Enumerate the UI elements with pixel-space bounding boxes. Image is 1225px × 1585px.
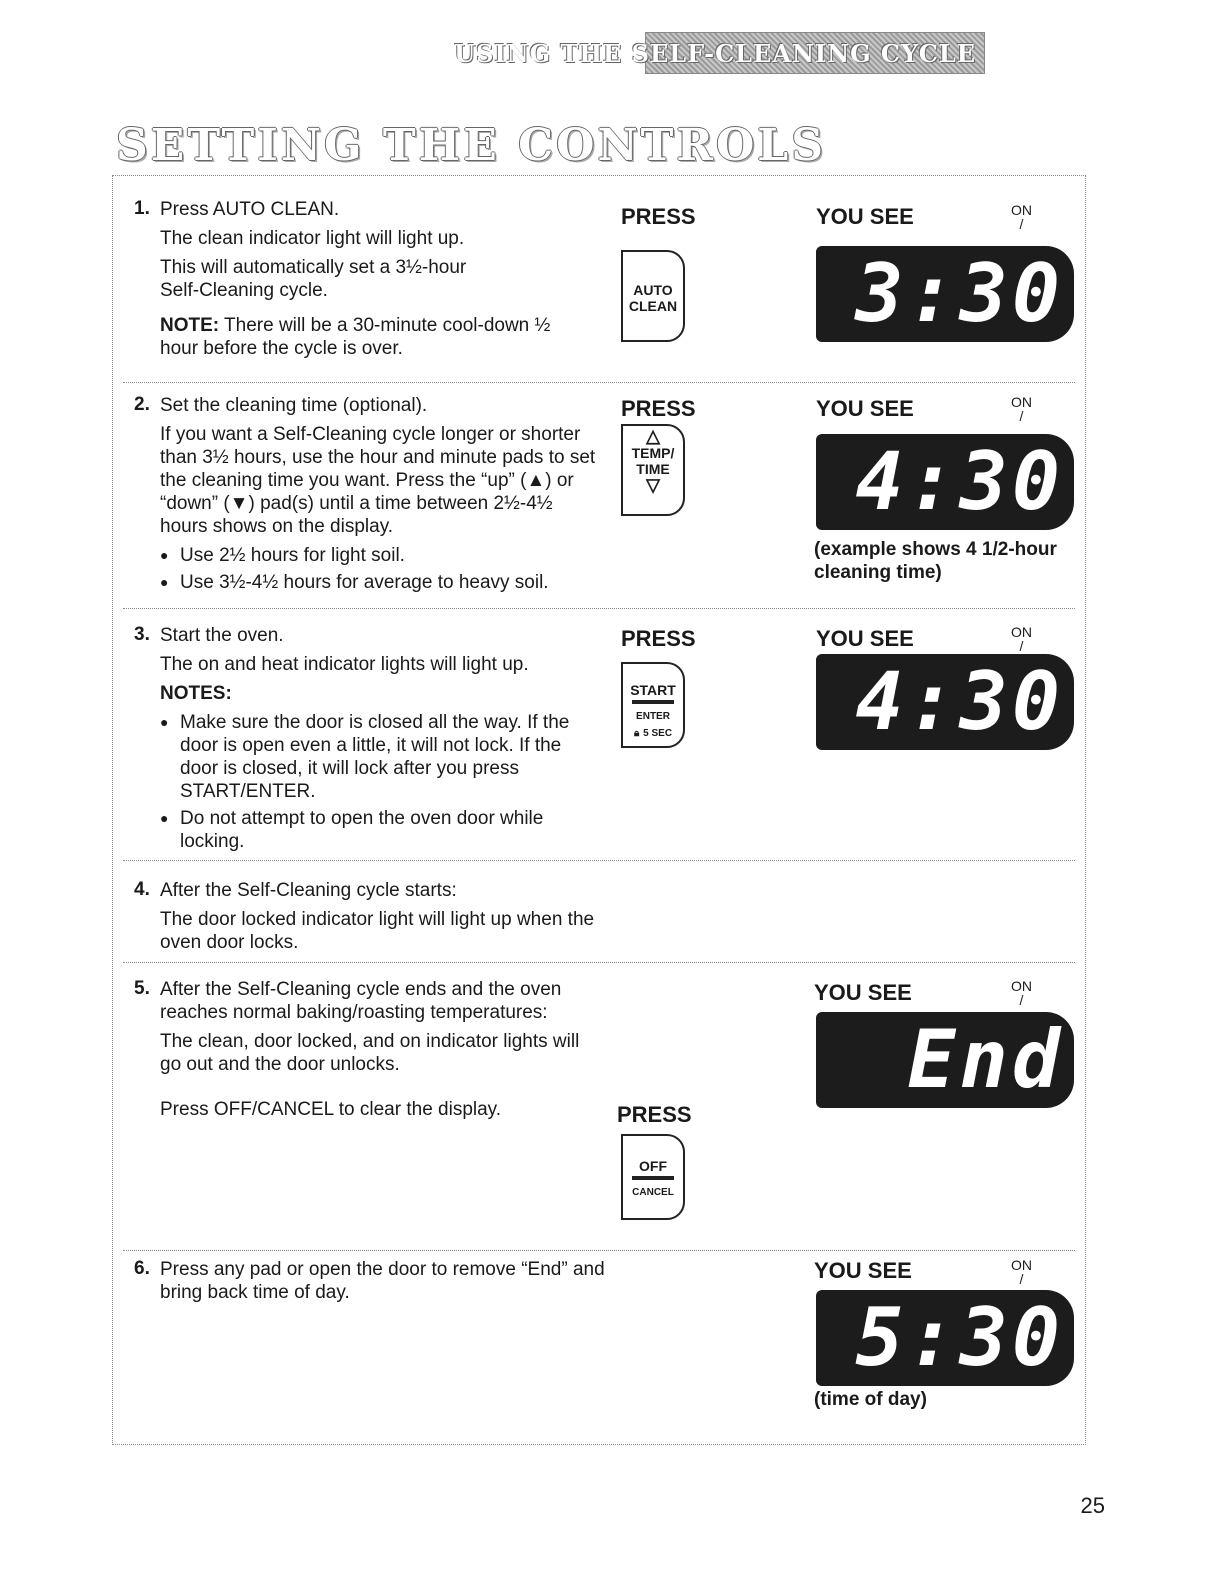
display-digits: 4:30 — [855, 655, 1064, 748]
pad-label-line: 5 SEC — [643, 728, 673, 739]
step-number: 1. — [134, 198, 150, 219]
page-title: SETTING THE CONTROLS — [116, 120, 827, 171]
page-number: 25 — [1080, 1493, 1105, 1518]
up-arrow-icon[interactable]: △ — [646, 426, 660, 446]
step-divider — [123, 382, 1075, 383]
press-label: PRESS — [621, 396, 696, 421]
pad-divider — [632, 700, 674, 704]
step-number: 3. — [134, 624, 150, 645]
step-paragraph: The door locked indicator light will light up when the oven door locks. — [160, 909, 595, 953]
display-digits: 3:30 — [855, 247, 1064, 340]
section-banner-text: USING THE SELF-CLEANING CYCLE — [454, 39, 976, 68]
pad-label-line: START — [630, 682, 676, 698]
oven-display — [816, 434, 1074, 530]
display-digits: 5:30 — [855, 1291, 1064, 1384]
step-divider — [123, 608, 1075, 609]
oven-display — [816, 246, 1074, 342]
step-paragraph: This will automatically set a 3½-hour Self-Cleaning cycle. — [160, 257, 467, 301]
step-paragraph: Press OFF/CANCEL to clear the display. — [160, 1099, 502, 1120]
step-paragraph: Start the oven. — [160, 625, 284, 646]
pad-label-line: CANCEL — [632, 1187, 674, 1198]
on-indicator-label: ON / — [1011, 202, 1032, 232]
step-number: 5. — [134, 978, 150, 999]
bullet-item: ● Make sure the door is closed all the way. If the door is open even a little, it will not lock. If the door is closed, it will lock after you press START/ENTER. — [160, 711, 590, 803]
press-label: PRESS — [621, 204, 696, 229]
display-caption: (time of day) — [814, 1389, 927, 1410]
oven-display — [816, 1012, 1074, 1108]
step-paragraph: The clean indicator light will light up. — [160, 228, 465, 249]
pad-label-line: TEMP/ — [631, 445, 675, 461]
step-text — [160, 879, 610, 960]
pad-label-line: TIME — [636, 461, 670, 477]
display-digits: End — [907, 1013, 1064, 1106]
step-divider — [123, 860, 1075, 861]
step-text — [160, 198, 610, 366]
on-indicator-label: ON / — [1011, 394, 1032, 424]
on-indicator-label: ON / — [1011, 1257, 1032, 1287]
oven-display — [816, 1290, 1074, 1386]
press-label: PRESS — [621, 626, 696, 651]
you-see-label: YOU SEE — [816, 396, 914, 421]
step-text — [160, 394, 610, 598]
steps-frame — [112, 175, 1086, 1445]
pad-label-line: OFF — [639, 1158, 667, 1174]
you-see-label: YOU SEE — [814, 1258, 912, 1283]
step-text — [160, 624, 610, 857]
auto-clean-pad[interactable] — [621, 250, 685, 342]
off-cancel-pad[interactable] — [621, 1134, 685, 1220]
lock-icon: 🔒︎ — [633, 728, 640, 739]
display-digits: 4:30 — [855, 435, 1064, 528]
pad-label-line: CLEAN — [628, 298, 678, 314]
step-paragraph: If you want a Self-Cleaning cycle longer or shorter than 3½ hours, use the hour and minute pads to set the cleaning time you want. Press the “up” (▲) or “down” (▼) pad(s) until a time between 2½-4½ hours shows on the display. — [160, 424, 596, 537]
section-banner — [454, 32, 985, 74]
step-paragraph: After the Self-Cleaning cycle ends and the oven reaches normal baking/roasting temperatures: — [160, 979, 562, 1023]
step-paragraph: Press any pad or open the door to remove “End” and bring back time of day. — [160, 1259, 605, 1303]
display-caption: (example shows 4 1/2-hour cleaning time) — [814, 539, 1057, 583]
step-paragraph: After the Self-Cleaning cycle starts: — [160, 880, 457, 901]
step-note — [160, 314, 580, 360]
pad-divider — [632, 1176, 674, 1180]
bullet-item: ● Use 3½-4½ hours for average to heavy soil. — [160, 571, 610, 594]
step-paragraph: Set the cleaning time (optional). — [160, 395, 428, 416]
step-number: 2. — [134, 394, 150, 415]
step-number: 4. — [134, 879, 150, 900]
press-label: PRESS — [617, 1102, 692, 1127]
step-text — [160, 978, 610, 1127]
note-label: NOTE: — [160, 315, 220, 336]
you-see-label: YOU SEE — [816, 626, 914, 651]
down-arrow-icon[interactable]: ▽ — [646, 475, 660, 495]
step-number: 6. — [134, 1258, 150, 1279]
bullet-item: ● Do not attempt to open the oven door while locking. — [160, 807, 590, 853]
step-paragraph: The on and heat indicator lights will light up. — [160, 654, 529, 675]
step-text — [160, 1258, 610, 1310]
bullet-item: ● Use 2½ hours for light soil. — [160, 544, 610, 567]
note-text: There will be a 30-minute cool-down ½ hour before the cycle is over. — [160, 315, 551, 359]
on-indicator-label: ON / — [1011, 624, 1032, 654]
on-indicator-label: ON / — [1011, 978, 1032, 1008]
step-paragraph: Press AUTO CLEAN. — [160, 199, 340, 220]
pad-label-line: AUTO — [633, 282, 673, 298]
you-see-label: YOU SEE — [816, 204, 914, 229]
notes-label: NOTES: — [160, 683, 232, 704]
pad-label-line: ENTER — [636, 711, 670, 722]
start-enter-pad[interactable] — [621, 662, 685, 748]
you-see-label: YOU SEE — [814, 980, 912, 1005]
step-paragraph: The clean, door locked, and on indicator lights will go out and the door unlocks. — [160, 1031, 580, 1075]
temp-time-pad[interactable] — [621, 424, 685, 516]
step-divider — [123, 1250, 1075, 1251]
oven-display — [816, 654, 1074, 750]
step-divider — [123, 962, 1075, 963]
